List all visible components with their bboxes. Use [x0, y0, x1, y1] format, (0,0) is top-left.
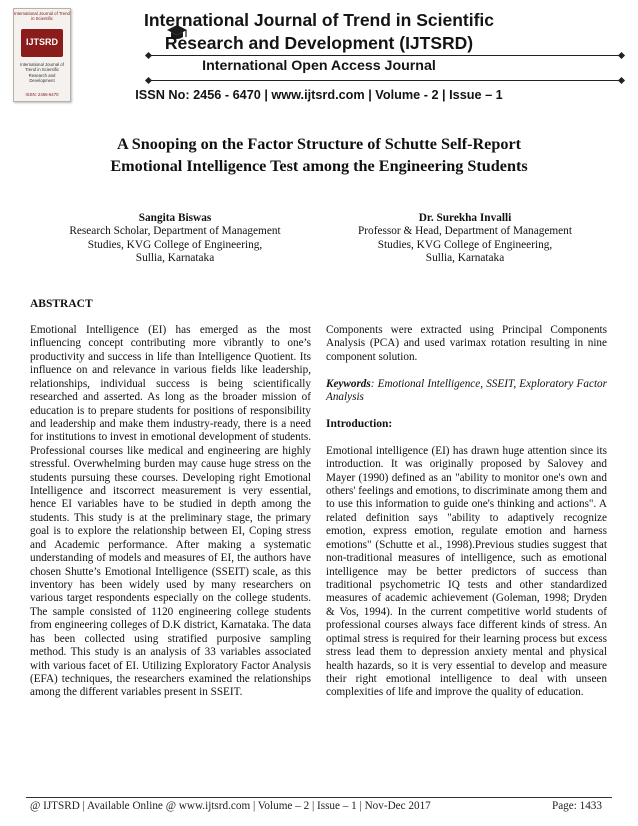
logo-subtext: International Journal of Trend in Scientific Research and Development — [20, 62, 64, 83]
header-rule-dot — [618, 77, 625, 84]
author-location: Sullia, Karnataka — [425, 252, 505, 265]
introduction-heading: Introduction: — [326, 417, 393, 430]
page-number: Page: 1433 — [551, 800, 602, 812]
author-block — [10, 212, 340, 266]
author-affiliation: Studies, KVG College of Engineering, — [377, 238, 553, 251]
author-name: Sangita Biswas — [138, 212, 212, 224]
paper-title-line2: Emotional Intelligence Test among the Engineering Students — [110, 157, 528, 175]
journal-title-line2: Research and Development (IJTSRD) — [164, 33, 474, 53]
keywords-label: Keywords — [326, 377, 371, 390]
footer-rule — [26, 797, 612, 798]
open-access-label: International Open Access Journal — [202, 58, 436, 74]
header-rule-top — [150, 55, 622, 56]
author-location: Sullia, Karnataka — [135, 252, 215, 265]
introduction-text: Emotional intelligence (EI) has drawn huge attention since its introduction. It was originally proposed by Salovey and Mayer (1990) defined as an "ability to monitor one's own and others' feelings and emotions, to discriminate among them and to use this information to guide one's thinking and actions". A related definition says "ability to adaptively recognize emotion, express emotion, regulate emotion and harness emotions" (Schutte et al., 1998).Previous studies suggest that non-traditional measures of intelligence, such as emotional intelligence may be better predictors of success than traditional psychometric IQ tests and other standardized measures of academic achievement (Goleman, 1998; Dryden & Vos, 1994). In the current competitive world students of professional courses always face different kinds of stress. An optimal stress is required for their learning process but excess stress lead them to depression anxiety mental and physical health hazards, so it is very essential to develop and measure their right emotional intelligence to deal with unseen complexities of life and improve the quality of education. — [326, 444, 607, 699]
paper-title-line1: A Snooping on the Factor Structure of Schutte Self-Report — [116, 135, 522, 153]
issn-line: ISSN No: 2456 - 6470 | www.ijtsrd.com | Volume - 2 | Issue – 1 — [135, 88, 503, 102]
keywords — [326, 378, 607, 405]
author-block — [300, 212, 630, 266]
right-column — [326, 324, 607, 713]
keywords-text: : Emotional Intelligence, SSEIT, Exploratory Factor Analysis — [326, 377, 607, 404]
author-name: Dr. Surekha Invalli — [418, 212, 512, 224]
footer-citation: @ IJTSRD | Available Online @ www.ijtsrd.com | Volume – 2 | Issue – 1 | Nov-Dec 2017 — [30, 800, 431, 812]
abstract-continuation: Components were extracted using Principal Components Analysis (PCA) and used varimax rotation resulting in nine component solution. — [326, 324, 607, 363]
abstract-heading: ABSTRACT — [30, 298, 93, 310]
header-rule-bottom — [150, 80, 622, 81]
author-affiliation: Professor & Head, Department of Management — [358, 225, 572, 238]
logo-issn: ISSN: 2456-6470 — [25, 92, 59, 97]
abstract-body — [30, 324, 311, 700]
abstract-text: Emotional Intelligence (EI) has emerged as the most influencing concept contributing more vibrantly to one’s productivity and success in life than Intelligence Quotient. Its influence on and relevance in various fields like leadership, relationships, individual success is being scientifically researched and asserted. As long as the broader mission of education is to prepare students for positions of responsibility and leadership and make them industry-ready, there is a need for institutions to invest in emotional development of students. Professional courses like medical and engineering are highly stressful. Overwhelming burden may cause huge stress on the students pursuing these courses. Developing right Emotional Intelligence and itscorrect measurement is very essential, hence EI variables have to be studied in depth among the students. This study is at the preliminary stage, the primary goal is to explore the relationship between EI, Coping stress and Academic performance. After making a systematic understanding of models and measures of EI, the authors have chosen Shutte’s Emotional Intelligence (SSEIT) scale, as this inventory has been widely used by many researchers on various target respondents especially on the college students. The sample consisted of 1120 engineering college students from engineering colleges of D.K district, Karnataka. The data has been collected using stratified purposive sampling method. This study is an analysis of 33 variables associated with various facet of EI. Utilizing Exploratory Factor Analysis (EFA) techniques, the researchers examined the relationships among the different variables present in SSEIT. — [30, 324, 311, 699]
author-affiliation: Studies, KVG College of Engineering, — [87, 238, 263, 251]
logo-mark-text: IJTSRD — [25, 37, 58, 47]
header-rule-dot — [145, 77, 152, 84]
page-footer — [30, 800, 614, 812]
journal-header — [0, 0, 638, 112]
journal-title-line1: International Journal of Trend in Scientific — [143, 10, 495, 30]
author-affiliation: Research Scholar, Department of Management — [69, 225, 281, 238]
logo-tagline: International Journal of Trend in Scientific — [14, 11, 70, 21]
